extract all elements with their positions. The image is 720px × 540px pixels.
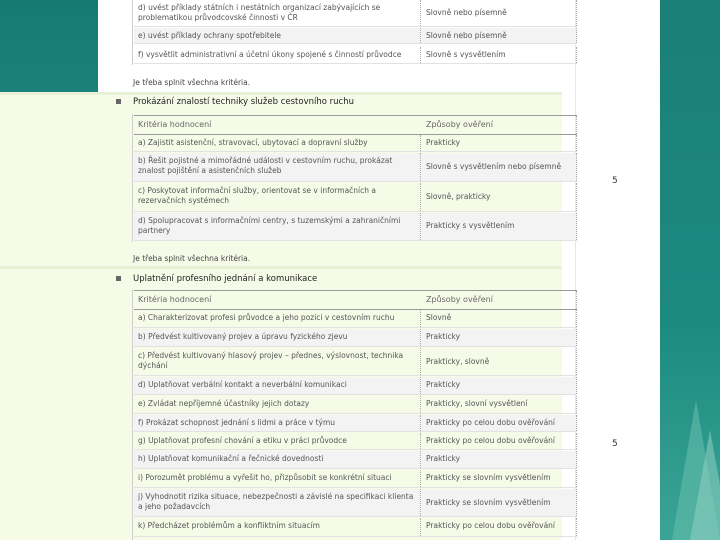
verification-text: Slovně bbox=[426, 313, 452, 322]
criterion-text: c) Poskytovat informační služby, orientovat se v informačních a rezervačních systémech bbox=[138, 186, 376, 205]
table-row bbox=[134, 47, 577, 64]
column-header: Kritéria hodnocení bbox=[138, 120, 212, 129]
table-row bbox=[134, 518, 577, 537]
table-header bbox=[134, 290, 577, 310]
divider bbox=[420, 47, 421, 63]
table-row bbox=[134, 310, 577, 328]
divider bbox=[576, 329, 577, 346]
divider bbox=[420, 0, 421, 26]
divider bbox=[420, 213, 421, 240]
section-title: Prokázání znalostí techniky služeb cestovního ruchu bbox=[133, 97, 354, 107]
divider bbox=[576, 291, 577, 309]
divider bbox=[576, 348, 577, 375]
table-row bbox=[134, 489, 577, 517]
criterion-text: d) Spolupracovat s informačními centry, s tuzemskými a zahraničními partnery bbox=[138, 216, 401, 235]
verification-text: Slovně nebo písemně bbox=[426, 31, 507, 40]
divider bbox=[576, 470, 577, 487]
verification-text: Prakticky, slovně bbox=[426, 357, 490, 366]
table-row bbox=[134, 415, 577, 432]
divider bbox=[576, 135, 577, 151]
requirement-note: Je třeba splnit všechna kritéria. bbox=[133, 78, 251, 87]
divider bbox=[576, 153, 577, 181]
table-row bbox=[134, 396, 577, 414]
divider bbox=[576, 396, 577, 413]
verification-text: Prakticky bbox=[426, 454, 461, 463]
criterion-text: h) Uplatňovat komunikační a řečnické dovednosti bbox=[138, 454, 324, 463]
column-header: Kritéria hodnocení bbox=[138, 295, 212, 304]
divider bbox=[420, 396, 421, 413]
divider bbox=[420, 433, 421, 449]
verification-text: Prakticky po celou dobu ověřování bbox=[426, 521, 556, 530]
verification-text: Prakticky se slovním vysvětlením bbox=[426, 498, 551, 507]
divider bbox=[576, 183, 577, 211]
criterion-text: c) Předvést kultivovaný hlasový projev – přednes, výslovnost, technika dýchání bbox=[138, 351, 404, 370]
criterion-text: g) Uplatňovat profesní chování a etiku v práci průvodce bbox=[138, 436, 347, 445]
criterion-text: f) Prokázat schopnost jednání s lidmi a práce v týmu bbox=[138, 418, 336, 427]
table-row bbox=[134, 135, 577, 152]
divider bbox=[0, 266, 562, 269]
divider bbox=[420, 310, 421, 327]
criterion-text: i) Porozumět problému a vyřešit ho, přizpůsobit se konkrétní situaci bbox=[138, 473, 392, 482]
divider bbox=[576, 28, 577, 43]
divider bbox=[420, 348, 421, 375]
table-row bbox=[134, 470, 577, 488]
verification-text: Prakticky po celou dobu ověřování bbox=[426, 418, 556, 427]
verification-text: Slovně s vysvětlením bbox=[426, 50, 506, 59]
column-header: Způsoby ověření bbox=[426, 120, 493, 129]
divider bbox=[576, 377, 577, 394]
table-row bbox=[134, 348, 577, 376]
table-row bbox=[134, 451, 577, 469]
verification-text: Prakticky bbox=[426, 138, 461, 147]
table-row bbox=[134, 0, 577, 27]
divider bbox=[420, 518, 421, 536]
divider bbox=[420, 153, 421, 181]
requirement-note: Je třeba splnit všechna kritéria. bbox=[133, 254, 251, 263]
criterion-text: b) Předvést kultivovaný projev a úpravu fyzického zjevu bbox=[138, 332, 348, 341]
criterion-text: d) Uplatňovat verbální kontakt a neverbální komunikaci bbox=[138, 380, 347, 389]
criterion-text: d) uvést příklady státních i nestátních organizací zabývajících se problematikou průvodcovské činnosti v ČR bbox=[138, 3, 381, 22]
divider bbox=[420, 329, 421, 346]
table-row bbox=[134, 329, 577, 347]
divider bbox=[576, 415, 577, 431]
criterion-text: b) Řešit pojistné a mimořádné události v cestovním ruchu, prokázat znalost pojištění a asistenčních služeb bbox=[138, 156, 393, 175]
criterion-text: j) Vyhodnotit rizika situace, nebezpečnosti a závislé na specifikaci klienta a jeho požadavcích bbox=[138, 492, 414, 511]
divider bbox=[420, 183, 421, 211]
table-row bbox=[134, 433, 577, 450]
divider bbox=[576, 310, 577, 327]
table-row bbox=[134, 153, 577, 182]
table-row bbox=[134, 213, 577, 241]
table-row bbox=[134, 183, 577, 212]
bullet-icon bbox=[116, 99, 121, 104]
divider bbox=[576, 116, 577, 134]
divider bbox=[0, 92, 562, 95]
bullet-icon bbox=[116, 276, 121, 281]
divider bbox=[576, 47, 577, 63]
divider bbox=[576, 489, 577, 516]
divider bbox=[576, 0, 577, 26]
criterion-text: k) Předcházet problémům a konfliktním situacím bbox=[138, 521, 320, 530]
divider bbox=[576, 433, 577, 449]
verification-text: Slovně s vysvětlením nebo písemně bbox=[426, 162, 562, 171]
divider bbox=[420, 135, 421, 151]
table-header bbox=[134, 115, 577, 135]
verification-text: Slovně nebo písemně bbox=[426, 8, 507, 17]
criterion-text: f) vysvětlit administrativní a účetní úkony spojené s činností průvodce bbox=[138, 50, 402, 59]
score-value: 5 bbox=[612, 176, 618, 186]
divider bbox=[576, 213, 577, 240]
table-row bbox=[134, 28, 577, 44]
criterion-text: a) Charakterizovat profesi průvodce a jeho pozici v cestovním ruchu bbox=[138, 313, 395, 322]
decorative-shape bbox=[690, 430, 720, 540]
verification-text: Prakticky, slovní vysvětlení bbox=[426, 399, 528, 408]
divider bbox=[576, 518, 577, 536]
verification-text: Slovně, prakticky bbox=[426, 192, 491, 201]
verification-text: Prakticky bbox=[426, 380, 461, 389]
table-row bbox=[134, 377, 577, 395]
divider bbox=[576, 451, 577, 468]
divider bbox=[420, 28, 421, 43]
verification-text: Prakticky se slovním vysvětlením bbox=[426, 473, 551, 482]
divider bbox=[420, 377, 421, 394]
divider bbox=[420, 451, 421, 468]
divider bbox=[420, 489, 421, 516]
criterion-text: a) Zajistit asistenční, stravovací, ubytovací a dopravní služby bbox=[138, 138, 368, 147]
section-title: Uplatnění profesního jednání a komunikace bbox=[133, 274, 318, 284]
verification-text: Prakticky po celou dobu ověřování bbox=[426, 436, 556, 445]
criterion-text: e) Zvládat nepříjemné účastníky jejich dotazy bbox=[138, 399, 310, 408]
divider bbox=[420, 415, 421, 431]
score-value: 5 bbox=[612, 439, 618, 449]
verification-text: Prakticky bbox=[426, 332, 461, 341]
column-header: Způsoby ověření bbox=[426, 295, 493, 304]
divider bbox=[420, 470, 421, 487]
criterion-text: e) uvést příklady ochrany spotřebitele bbox=[138, 31, 282, 40]
verification-text: Prakticky s vysvětlením bbox=[426, 221, 515, 230]
